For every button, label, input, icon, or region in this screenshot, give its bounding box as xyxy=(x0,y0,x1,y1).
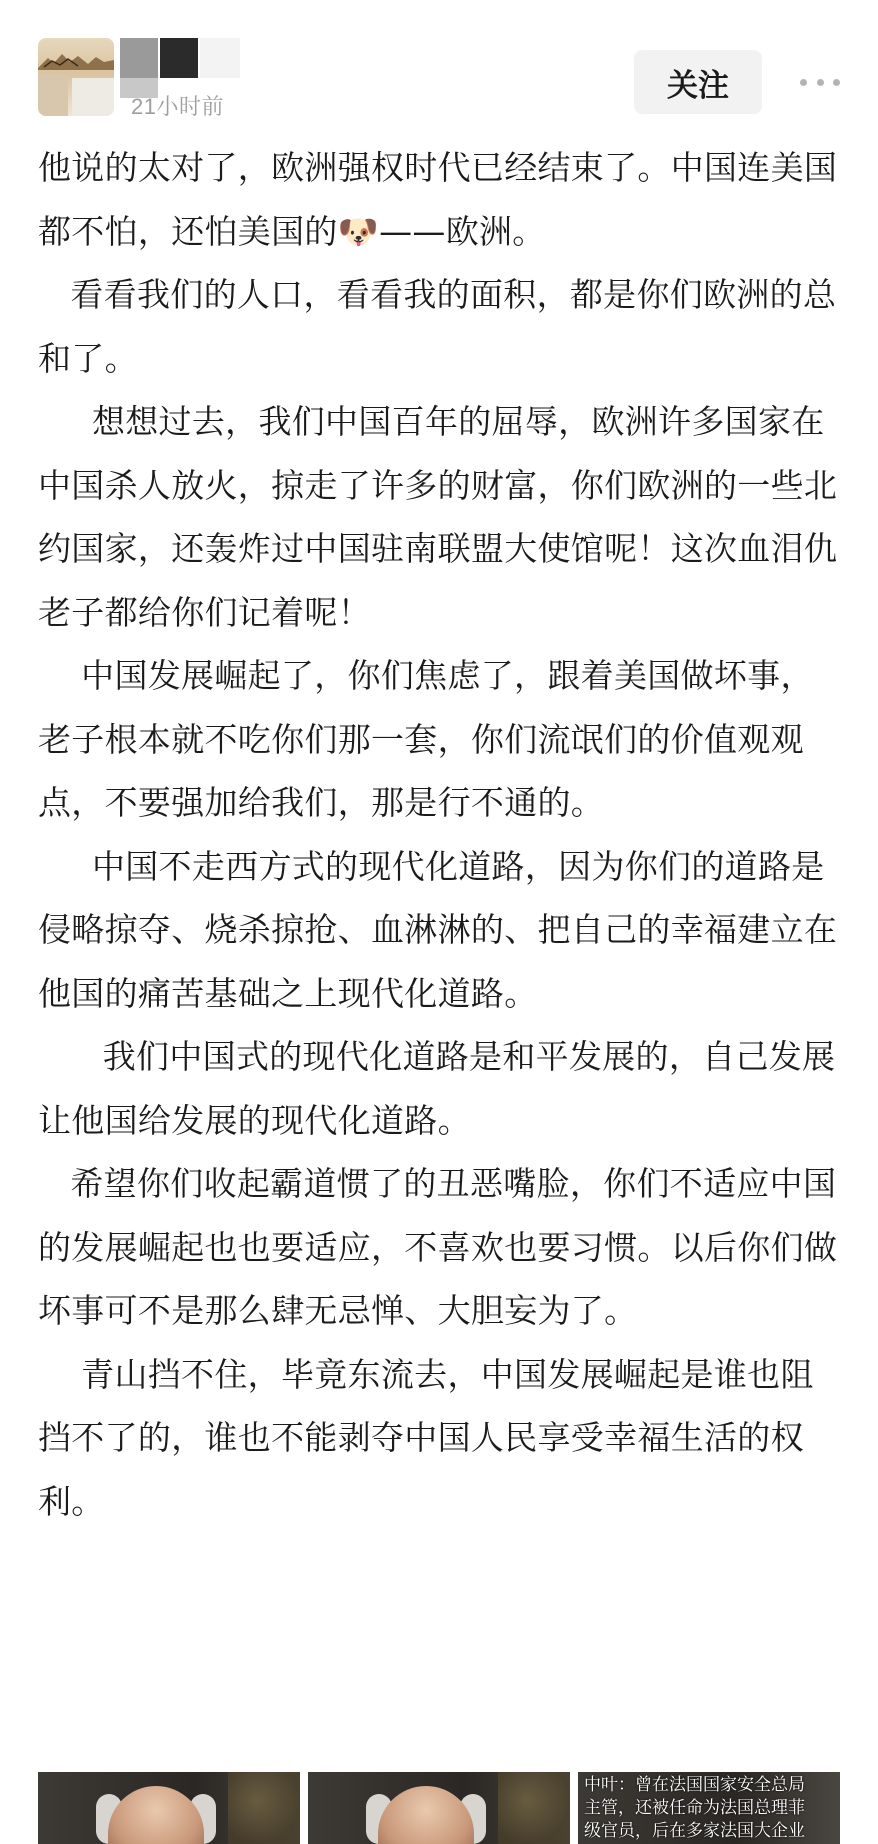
post-image-thumbnail[interactable] xyxy=(38,1772,300,1844)
image-caption-line: 中叶：曾在法国国家安全总局 xyxy=(584,1775,805,1795)
post-paragraph: 中国发展崛起了，你们焦虑了，跟着美国做坏事，老子根本就不吃你们那一套，你们流氓们的价值观观点，不要强加给我们，那是行不通的。 xyxy=(38,656,814,822)
post-paragraph: 中国不走西方式的现代化道路，因为你们的道路是侵略掠夺、烧杀掠抢、血淋淋的、把自己的幸福建立在他国的痛苦基础之上现代化道路。 xyxy=(38,846,838,1013)
post-paragraph: 希望你们收起霸道惯了的丑恶嘴脸，你们不适应中国的发展崛起也也要适应，不喜欢也要习惯。以后你们做坏事可不是那么肆无忌惮、大胆妄为了。 xyxy=(38,1164,838,1330)
censored-username-block xyxy=(120,38,158,78)
post-paragraph: 看看我们的人口，看看我的面积，都是你们欧洲的总和了。 xyxy=(38,275,837,378)
censored-username-block xyxy=(160,38,198,78)
image-caption-line: 主管，还被任命为法国总理菲 xyxy=(584,1798,805,1818)
post-header xyxy=(0,0,878,135)
post-paragraph: 想想过去，我们中国百年的屈辱，欧洲许多国家在中国杀人放火，掠走了许多的财富，你们欧洲的一些北约国家，还轰炸过中国驻南联盟大使馆呢！这次血泪仇老子都给你们记着呢！ xyxy=(38,402,838,632)
post-paragraph: 青山挡不住，毕竟东流去，中国发展崛起是谁也阻挡不了的，谁也不能剥夺中国人民享受幸福生活的权利。 xyxy=(38,1354,814,1521)
post-image-thumbnail[interactable] xyxy=(578,1772,840,1844)
image-caption-line: 级官员，后在多家法国大企业 xyxy=(584,1821,805,1841)
censored-username-block xyxy=(200,38,240,78)
mountain-logo-icon xyxy=(38,50,114,70)
post-paragraph: 我们中国式的现代化道路是和平发展的，自己发展让他国给发展的现代化道路。 xyxy=(38,1037,836,1140)
post-image-grid xyxy=(38,1772,840,1844)
image-caption xyxy=(584,1774,836,1843)
post-content xyxy=(38,136,840,1533)
post-timestamp: 21小时前 xyxy=(131,94,224,119)
more-dots-icon[interactable] xyxy=(800,68,840,96)
follow-button[interactable]: 关注 xyxy=(634,50,762,114)
post-paragraph: 他说的太对了，欧洲强权时代已经结束了。中国连美国都不怕，还怕美国的🐶——欧洲。 xyxy=(38,148,838,251)
post-image-thumbnail[interactable] xyxy=(308,1772,570,1844)
avatar[interactable] xyxy=(38,38,114,116)
